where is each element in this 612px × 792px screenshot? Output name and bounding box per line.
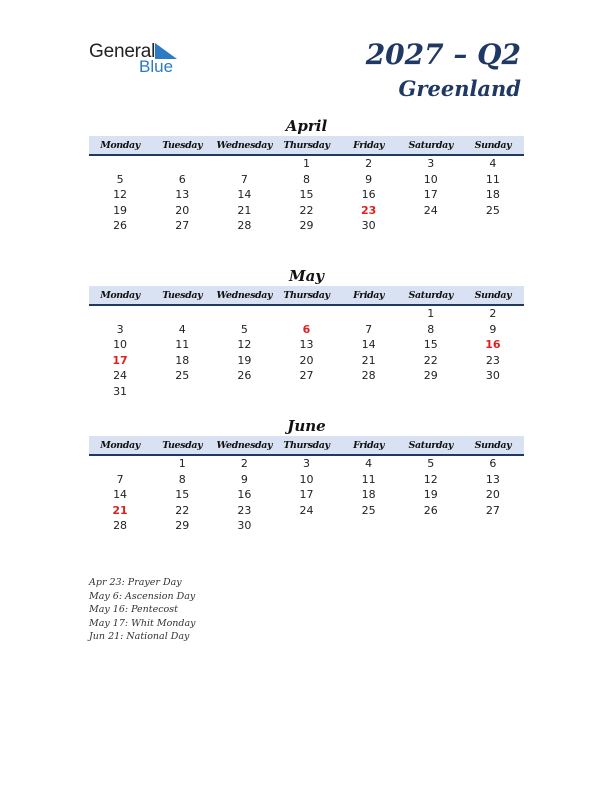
- holiday-day-cell: 6: [302, 322, 311, 336]
- day-cell: 2: [365, 157, 373, 170]
- day-cell: 25: [175, 369, 190, 382]
- day-cell: 31: [113, 384, 128, 398]
- day-cell: 9: [489, 322, 497, 336]
- month-grid: [89, 456, 524, 534]
- day-cell: 27: [485, 503, 500, 517]
- weekday-label: Wednesday: [216, 290, 273, 301]
- day-cell: 15: [423, 338, 438, 351]
- week-row: [89, 156, 524, 172]
- day-cell: 25: [361, 503, 376, 517]
- week-row: [89, 518, 524, 534]
- day-cell: 18: [361, 488, 376, 501]
- weekday-label: Monday: [100, 440, 140, 451]
- day-cell: 29: [423, 369, 438, 382]
- weekday-label: Sunday: [474, 140, 512, 151]
- week-row: [89, 218, 524, 234]
- weekday-label: Sunday: [474, 440, 512, 451]
- day-cell: 3: [302, 457, 310, 470]
- day-cell: 4: [178, 322, 186, 336]
- day-cell: 6: [178, 172, 186, 186]
- empty-day-cell: [151, 306, 213, 322]
- day-cell: 12: [113, 188, 128, 201]
- day-cell: 23: [485, 353, 500, 367]
- day-cell: 3: [116, 322, 124, 336]
- day-cell: 14: [361, 338, 376, 351]
- day-cell: 19: [423, 488, 438, 501]
- week-row: [89, 503, 524, 519]
- weekday-label: Saturday: [408, 290, 453, 301]
- day-cell: 4: [365, 457, 373, 470]
- day-cell: 1: [302, 157, 310, 170]
- day-cell: 4: [489, 157, 497, 170]
- month-grid: [89, 156, 524, 234]
- day-cell: 8: [178, 472, 186, 486]
- week-row: [89, 172, 524, 188]
- weekday-label: Wednesday: [216, 440, 273, 451]
- day-cell: 21: [237, 203, 252, 217]
- day-cell: 2: [240, 457, 248, 470]
- weekday-label: Tuesday: [162, 440, 203, 451]
- empty-day-cell: [89, 306, 151, 322]
- month-april: [89, 116, 524, 234]
- day-cell: 10: [299, 472, 314, 486]
- day-cell: 27: [175, 219, 190, 232]
- week-row: [89, 384, 524, 400]
- month-name: May: [288, 267, 325, 285]
- day-cell: 22: [423, 353, 438, 367]
- day-cell: 19: [113, 203, 128, 217]
- weekday-label: Thursday: [283, 290, 330, 301]
- weekday-label: Friday: [353, 440, 385, 451]
- day-cell: 28: [113, 519, 128, 532]
- day-cell: 11: [175, 338, 190, 351]
- day-cell: 18: [485, 188, 500, 201]
- weekday-header: [89, 136, 524, 156]
- weekday-label: Saturday: [408, 140, 453, 151]
- empty-day-cell: [213, 384, 275, 400]
- empty-day-cell: [338, 518, 400, 534]
- day-cell: 24: [423, 203, 438, 217]
- day-cell: 30: [361, 219, 376, 232]
- holiday-note: Apr 23: Prayer Day: [89, 577, 182, 588]
- day-cell: 15: [299, 188, 314, 201]
- holiday-note: May 16: Pentecost: [89, 604, 178, 615]
- day-cell: 9: [365, 172, 373, 186]
- holiday-note: May 6: Ascension Day: [89, 590, 196, 602]
- day-cell: 28: [237, 219, 252, 232]
- weekday-label: Tuesday: [162, 140, 203, 151]
- month-name: June: [287, 417, 326, 435]
- day-cell: 25: [485, 203, 500, 217]
- empty-day-cell: [89, 456, 151, 472]
- weekday-label: Friday: [353, 140, 385, 151]
- day-cell: 11: [485, 172, 500, 186]
- day-cell: 24: [113, 369, 128, 382]
- holiday-notes: [89, 576, 196, 644]
- holiday-day-cell: 17: [112, 353, 128, 367]
- weekday-label: Thursday: [283, 440, 330, 451]
- day-cell: 17: [423, 188, 438, 201]
- day-cell: 14: [113, 488, 128, 501]
- day-cell: 10: [113, 338, 128, 351]
- empty-day-cell: [462, 218, 524, 234]
- day-cell: 13: [485, 472, 500, 486]
- day-cell: 19: [237, 353, 252, 367]
- weekday-label: Tuesday: [162, 290, 203, 301]
- generalblue-logo: [89, 41, 199, 77]
- day-cell: 17: [299, 488, 314, 501]
- day-cell: 26: [113, 219, 128, 232]
- empty-day-cell: [213, 156, 275, 172]
- day-cell: 30: [237, 519, 252, 532]
- day-cell: 23: [237, 503, 252, 517]
- weekday-header: [89, 436, 524, 456]
- day-cell: 30: [485, 369, 500, 382]
- day-cell: 18: [175, 353, 190, 367]
- weekday-label: Monday: [100, 290, 140, 301]
- empty-day-cell: [462, 518, 524, 534]
- empty-day-cell: [151, 156, 213, 172]
- day-cell: 13: [175, 188, 190, 201]
- day-cell: 24: [299, 503, 314, 517]
- empty-day-cell: [89, 156, 151, 172]
- day-cell: 28: [361, 369, 376, 382]
- day-cell: 5: [240, 322, 248, 336]
- day-cell: 29: [299, 219, 314, 232]
- weekday-label: Friday: [353, 290, 385, 301]
- day-cell: 2: [489, 307, 497, 320]
- week-row: [89, 368, 524, 384]
- holiday-day-cell: 21: [112, 503, 128, 517]
- page-title: 2027 – Q2: [365, 38, 521, 71]
- day-cell: 1: [178, 457, 186, 470]
- week-row: [89, 306, 524, 322]
- day-cell: 7: [116, 472, 124, 486]
- logo-text-blue: Blue: [139, 57, 174, 76]
- empty-day-cell: [275, 384, 337, 400]
- day-cell: 7: [240, 172, 248, 186]
- empty-day-cell: [275, 306, 337, 322]
- empty-day-cell: [462, 384, 524, 400]
- day-cell: 20: [299, 353, 314, 367]
- day-cell: 3: [427, 157, 435, 170]
- day-cell: 11: [361, 472, 376, 486]
- day-cell: 12: [237, 338, 252, 351]
- week-row: [89, 456, 524, 472]
- empty-day-cell: [338, 306, 400, 322]
- day-cell: 16: [237, 488, 252, 501]
- empty-day-cell: [400, 384, 462, 400]
- day-cell: 5: [116, 172, 124, 186]
- week-row: [89, 337, 524, 353]
- day-cell: 27: [299, 369, 314, 382]
- day-cell: 8: [427, 322, 435, 336]
- week-row: [89, 203, 524, 219]
- empty-day-cell: [400, 218, 462, 234]
- weekday-label: Wednesday: [216, 140, 273, 151]
- day-cell: 9: [240, 472, 248, 486]
- weekday-header: [89, 286, 524, 306]
- week-row: [89, 487, 524, 503]
- day-cell: 10: [423, 172, 438, 186]
- weekday-label: Sunday: [474, 290, 512, 301]
- day-cell: 7: [365, 322, 373, 336]
- day-cell: 26: [423, 503, 438, 517]
- empty-day-cell: [400, 518, 462, 534]
- weekday-label: Thursday: [283, 140, 330, 151]
- region-name: Greenland: [398, 76, 521, 101]
- day-cell: 5: [427, 457, 435, 470]
- logo-text-general: General: [89, 41, 156, 62]
- day-cell: 16: [361, 188, 376, 201]
- day-cell: 13: [299, 338, 314, 351]
- week-row: [89, 472, 524, 488]
- holiday-day-cell: 23: [360, 203, 377, 217]
- day-cell: 14: [237, 188, 252, 201]
- holiday-day-cell: 16: [485, 338, 501, 351]
- holiday-note: May 17: Whit Monday: [89, 617, 196, 629]
- weekday-label: Monday: [100, 140, 140, 151]
- month-name: April: [285, 117, 328, 135]
- day-cell: 26: [237, 369, 252, 382]
- weekday-label: Saturday: [408, 440, 453, 451]
- day-cell: 8: [302, 172, 310, 186]
- empty-day-cell: [213, 306, 275, 322]
- day-cell: 22: [299, 203, 314, 217]
- month-grid: [89, 306, 524, 399]
- day-cell: 6: [489, 457, 497, 470]
- holiday-note: Jun 21: National Day: [89, 631, 190, 642]
- day-cell: 22: [175, 503, 190, 517]
- day-cell: 20: [175, 203, 190, 217]
- day-cell: 15: [175, 488, 190, 501]
- day-cell: 1: [427, 307, 435, 320]
- week-row: [89, 187, 524, 203]
- day-cell: 12: [423, 472, 438, 486]
- day-cell: 21: [361, 353, 376, 367]
- empty-day-cell: [151, 384, 213, 400]
- week-row: [89, 322, 524, 338]
- empty-day-cell: [275, 518, 337, 534]
- day-cell: 29: [175, 519, 190, 532]
- month-june: [89, 416, 524, 534]
- month-may: [89, 266, 524, 399]
- empty-day-cell: [338, 384, 400, 400]
- week-row: [89, 353, 524, 369]
- day-cell: 20: [485, 488, 500, 501]
